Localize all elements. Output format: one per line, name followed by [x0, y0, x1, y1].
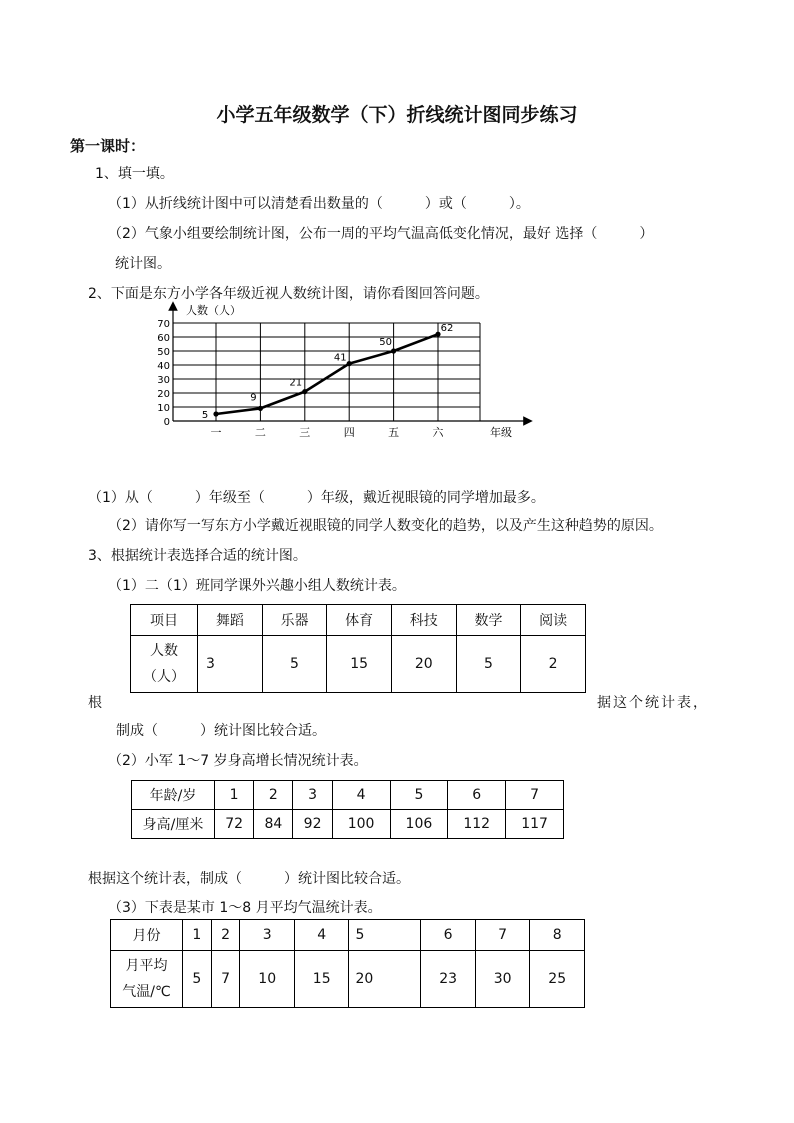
table1-row-label — [131, 636, 198, 693]
q3-s1-left: 根 — [88, 695, 102, 711]
table3-cell: 15 — [294, 951, 349, 1008]
table3-row-label-line1: 月平均 — [125, 958, 168, 974]
q3-s1-line2: 制成（ ）统计图比较合适。 — [116, 723, 326, 739]
q1-part2a: （2）气象小组要绘制统计图，公布一周的平均气温高低变化情况，最好 选择（ ） — [108, 226, 654, 242]
table2-cell: 7 — [506, 781, 564, 810]
table2-cell: 92 — [293, 810, 332, 839]
chart-x-axis-label: 年级 — [490, 426, 512, 439]
chart-data-label: 9 — [250, 392, 257, 404]
chart-y-tick-label: 40 — [157, 361, 170, 372]
section-heading: 第一课时： — [70, 137, 146, 155]
chart-y-tick-label: 50 — [157, 347, 170, 358]
table3-cell: 5 — [349, 920, 421, 951]
table3-cell: 4 — [294, 920, 349, 951]
table1-header: 舞蹈 — [198, 605, 263, 636]
table3-cell: 30 — [475, 951, 530, 1008]
table2-cell: 72 — [215, 810, 254, 839]
table1-row-label-line1: 人数 — [150, 643, 178, 659]
table2-cell: 5 — [390, 781, 448, 810]
table1-cell: 20 — [391, 636, 456, 693]
table3-cell: 5 — [183, 951, 212, 1008]
q3-s1-right: 据这个统计表， — [597, 695, 709, 711]
table3-row-label — [111, 951, 183, 1008]
table3-row-label-line2: 气温/℃ — [122, 984, 171, 1000]
table2-cell: 84 — [254, 810, 293, 839]
q3-s2-after: 根据这个统计表，制成（ ）统计图比较合适。 — [88, 871, 410, 887]
q2-part1: （1）从（ ）年级至（ ）年级，戴近视眼镜的同学增加最多。 — [88, 490, 545, 506]
chart-x-tick-label: 三 — [299, 426, 311, 439]
table3-cell: 20 — [349, 951, 421, 1008]
temperature-table — [110, 919, 585, 1008]
page-title: 小学五年级数学（下）折线统计图同步练习 — [216, 104, 578, 126]
q3-s3-intro: （3）下表是某市 1～8 月平均气温统计表。 — [108, 900, 382, 916]
q1-part2b: 统计图。 — [115, 256, 171, 272]
table2-cell: 3 — [293, 781, 332, 810]
chart-data-point — [391, 348, 396, 353]
table3-row-label: 月份 — [111, 920, 183, 951]
chart-y-tick-label: 70 — [157, 319, 170, 330]
q2-part2: （2）请你写一写东方小学戴近视眼镜的同学人数变化的趋势，以及产生这种趋势的原因。 — [108, 518, 663, 534]
chart-data-label: 41 — [333, 352, 347, 364]
q3-s1-intro: （1）二（1）班同学课外兴趣小组人数统计表。 — [108, 578, 406, 594]
chart-x-tick-label: 一 — [210, 426, 222, 439]
chart-data-label: 21 — [289, 377, 303, 389]
chart-data-point — [302, 389, 307, 394]
table1-cell: 5 — [456, 636, 521, 693]
table2-cell: 117 — [506, 810, 564, 839]
table1-header: 科技 — [391, 605, 456, 636]
table1-header: 体育 — [327, 605, 392, 636]
chart-y-tick-label: 20 — [157, 389, 170, 400]
q2-heading: 2、下面是东方小学各年级近视人数统计图，请你看图回答问题。 — [88, 286, 489, 302]
height-growth-table — [131, 780, 564, 839]
interest-group-table — [130, 604, 586, 693]
table3-cell: 3 — [240, 920, 295, 951]
table2-cell: 4 — [332, 781, 390, 810]
table2-row-label: 年龄/岁 — [132, 781, 215, 810]
q3-s2-intro: （2）小军 1～7 岁身高增长情况统计表。 — [108, 753, 368, 769]
chart-data-point — [347, 361, 352, 366]
chart-y-axis-label: 人数（人） — [186, 304, 241, 317]
table3-cell: 1 — [183, 920, 212, 951]
table3-cell: 23 — [421, 951, 476, 1008]
table1-cell: 2 — [521, 636, 586, 693]
table2-cell: 1 — [215, 781, 254, 810]
chart-y-tick-label: 10 — [157, 403, 170, 414]
table3-cell: 6 — [421, 920, 476, 951]
table1-cell: 3 — [198, 636, 263, 693]
table2-cell: 100 — [332, 810, 390, 839]
myopia-line-chart — [140, 298, 540, 443]
table1-header: 项目 — [131, 605, 198, 636]
table3-cell: 8 — [530, 920, 585, 951]
q1-part1: （1）从折线统计图中可以清楚看出数量的（ ）或（ ）。 — [108, 196, 530, 212]
chart-x-tick-label: 五 — [388, 426, 400, 439]
chart-data-label: 50 — [379, 337, 392, 348]
table1-header: 乐器 — [262, 605, 327, 636]
table1-header: 数学 — [456, 605, 521, 636]
table2-cell: 112 — [448, 810, 506, 839]
table1-header: 阅读 — [521, 605, 586, 636]
table3-cell: 7 — [475, 920, 530, 951]
table2-row-label: 身高/厘米 — [132, 810, 215, 839]
table3-cell: 7 — [211, 951, 240, 1008]
chart-data-point — [258, 406, 263, 411]
q3-heading: 3、根据统计表选择合适的统计图。 — [88, 548, 307, 564]
chart-data-label: 5 — [201, 410, 209, 421]
q1-heading: 1、填一填。 — [95, 166, 174, 182]
chart-y-tick-label: 0 — [163, 417, 170, 428]
chart-x-tick-label: 四 — [343, 426, 355, 439]
chart-x-tick-label: 二 — [254, 426, 266, 439]
chart-y-tick-label: 60 — [157, 333, 170, 344]
table1-row-label-line2: （人） — [143, 669, 185, 685]
table1-cell: 5 — [262, 636, 327, 693]
table2-cell: 106 — [390, 810, 448, 839]
chart-data-point — [213, 411, 218, 416]
chart-data-label: 62 — [440, 323, 454, 335]
chart-x-tick-label: 六 — [432, 426, 444, 439]
table3-cell: 25 — [530, 951, 585, 1008]
chart-y-tick-label: 30 — [157, 375, 170, 386]
table3-cell: 10 — [240, 951, 295, 1008]
table2-cell: 2 — [254, 781, 293, 810]
table2-cell: 6 — [448, 781, 506, 810]
table3-cell: 2 — [211, 920, 240, 951]
table1-cell: 15 — [327, 636, 392, 693]
